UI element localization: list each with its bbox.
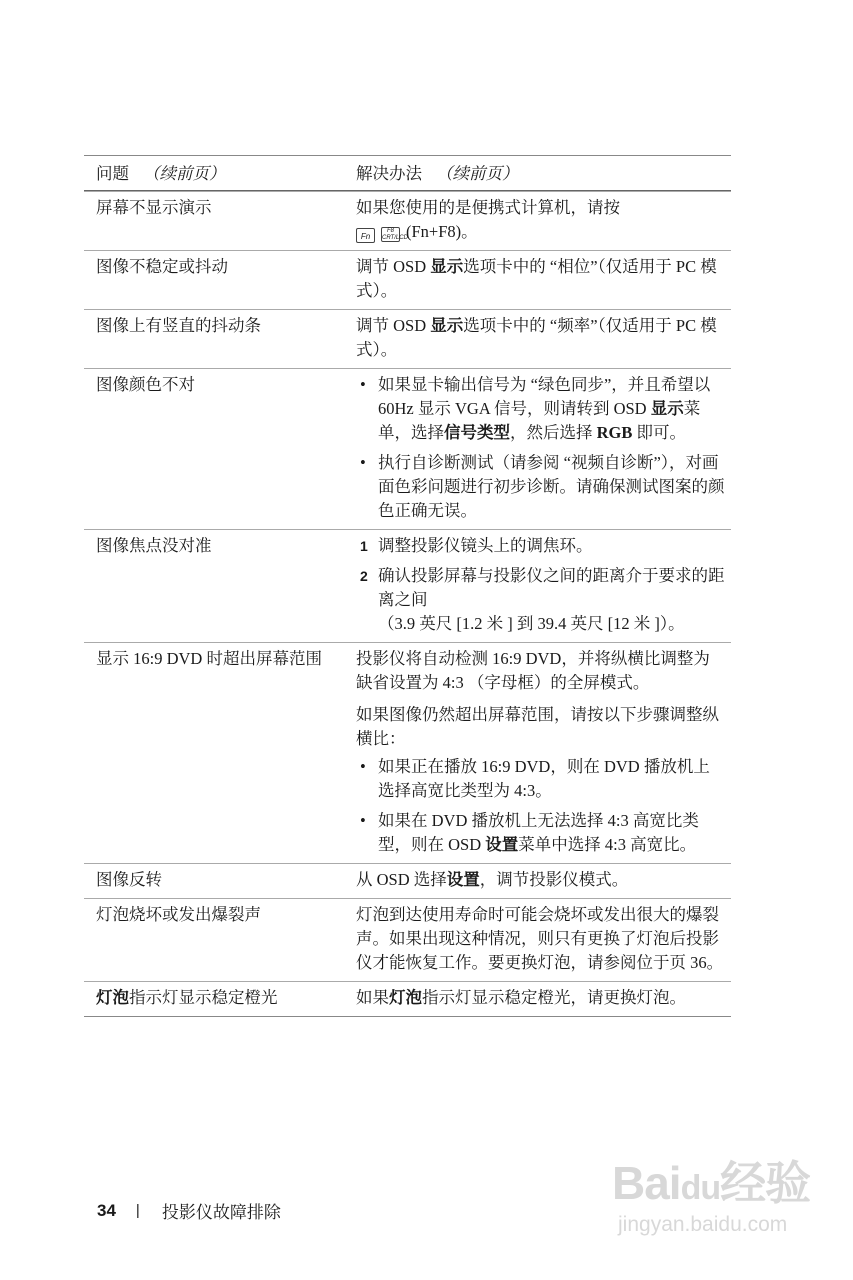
key-combo-text: (Fn+F8)。 <box>406 222 478 241</box>
list-item-text: ，然后选择 <box>510 423 597 442</box>
solution-text: 调节 OSD <box>356 257 431 276</box>
troubleshooting-table <box>84 155 731 1017</box>
numbered-list <box>356 534 725 636</box>
baidu-watermark <box>612 1158 832 1258</box>
solution-text: 选项卡中的 “相位”（仅适用于 PC 模式）。 <box>356 257 717 300</box>
solution-text: 选项卡中的 “频率”（仅适用于 PC 模式）。 <box>356 316 717 359</box>
solution-bold: 显示 <box>430 316 464 335</box>
watermark-url: jingyan.baidu.com <box>618 1213 788 1236</box>
list-item-text: 调整投影仪镜头上的调焦环。 <box>378 536 593 555</box>
page-number: 34 <box>97 1200 116 1220</box>
list-item-text: 即可。 <box>632 423 687 442</box>
table-row <box>84 981 731 1016</box>
bullet-list <box>356 755 725 857</box>
solution-cell <box>342 192 731 250</box>
paw-icon: du <box>680 1169 721 1207</box>
table-row <box>84 250 731 309</box>
table-row <box>84 529 731 642</box>
list-item <box>356 564 725 636</box>
step-number: 1 <box>360 538 368 554</box>
header-question <box>84 156 342 190</box>
problem-cell: 图像反转 <box>96 870 162 889</box>
problem-cell: 图像上有竖直的抖动条 <box>96 316 261 335</box>
header-question-cont: （续前页） <box>143 164 226 183</box>
table-row <box>84 863 731 898</box>
list-item-text: 确认投影屏幕与投影仪之间的距离介于要求的距离之间 <box>378 566 725 609</box>
problem-bold: 灯泡 <box>96 988 129 1007</box>
solution-bold: 设置 <box>446 870 480 889</box>
solution-text: ，调节投影仪模式。 <box>479 870 629 889</box>
footer-separator: | <box>135 1202 140 1219</box>
table-header-row <box>84 156 731 191</box>
solution-cell <box>342 643 731 863</box>
solution-cell <box>342 310 731 368</box>
solution-text: 从 OSD 选择 <box>356 870 447 889</box>
solution-paragraph: 投影仪将自动检测 16:9 DVD，并将纵横比调整为缺省设置为 4:3 （字母框）的全屏模式。 <box>356 649 710 692</box>
list-item-bold: 信号类型 <box>444 423 510 442</box>
table-row <box>84 642 731 863</box>
header-question-label: 问题 <box>96 164 129 183</box>
key-combo <box>356 220 725 244</box>
list-item: • 如果正在播放 16:9 DVD，则在 DVD 播放机上选择高宽比类型为 4:3。 <box>356 755 725 803</box>
bullet-list <box>356 373 725 523</box>
solution-bold: 灯泡 <box>389 988 422 1007</box>
list-item <box>356 373 725 445</box>
solution-text: 指示灯显示稳定橙光，请更换灯泡。 <box>422 988 686 1007</box>
solution-bold: 显示 <box>430 257 464 276</box>
list-item-bold: 显示 <box>650 399 684 418</box>
solution-cell <box>342 251 731 309</box>
step-number: 2 <box>360 568 368 584</box>
section-title: 投影仪故障排除 <box>161 1203 281 1222</box>
problem-text: 指示灯显示稳定橙光 <box>129 988 278 1007</box>
problem-cell: 图像颜色不对 <box>96 375 195 394</box>
header-solution-label: 解决办法 <box>356 164 422 183</box>
problem-cell: 灯泡烧坏或发出爆裂声 <box>96 905 261 924</box>
watermark-logo-text: Bai <box>612 1157 681 1209</box>
table-row <box>84 309 731 368</box>
fn-key-icon: Fn <box>356 228 375 243</box>
header-solution-cont: （续前页） <box>436 164 519 183</box>
problem-cell: 图像焦点没对准 <box>96 536 212 555</box>
distance-range: （3.9 英尺 [1.2 米 ] 到 39.4 英尺 [12 米 ]）。 <box>378 614 685 633</box>
list-item <box>356 534 725 558</box>
solution-cell <box>342 982 731 1016</box>
list-item <box>356 809 725 857</box>
solution-cell: 灯泡到达使用寿命时可能会烧坏或发出很大的爆裂声。如果出现这种情况，则只有更换了灯泡后投影仪才能恢复工作。要更换灯泡，请参阅位于页 36。 <box>356 905 724 972</box>
solution-text: 如果 <box>356 988 389 1007</box>
list-item-text: 菜单中选择 4:3 高宽比。 <box>518 835 697 854</box>
table-row <box>84 191 731 250</box>
page-footer <box>97 1198 281 1223</box>
list-item-text: 菜单，选择 <box>378 399 701 442</box>
list-item-bold: 设置 <box>485 835 519 854</box>
watermark-logo-cn: 经验 <box>720 1157 811 1209</box>
list-item: • 执行自诊断测试（请参阅 “视频自诊断”），对画面色彩问题进行初步诊断。请确保测试图案的颜色正确无误。 <box>356 451 725 523</box>
f8-key-icon <box>381 227 408 242</box>
problem-cell <box>84 982 342 1016</box>
header-solution <box>342 156 731 190</box>
problem-cell: 显示 16:9 DVD 时超出屏幕范围 <box>96 649 322 668</box>
solution-paragraph: 如果图像仍然超出屏幕范围，请按以下步骤调整纵横比： <box>356 705 719 748</box>
watermark-logo <box>612 1158 832 1213</box>
solution-cell <box>342 530 731 642</box>
table-row <box>84 368 731 529</box>
solution-cell <box>342 369 731 529</box>
table-row <box>84 898 731 981</box>
problem-cell: 图像不稳定或抖动 <box>96 257 228 276</box>
list-item-text: 如果显卡输出信号为 “绿色同步”，并且希望以 60Hz 显示 VGA 信号，则请转到 OSD <box>378 375 711 418</box>
solution-text: 调节 OSD <box>356 316 431 335</box>
list-item-bold: RGB <box>596 423 633 442</box>
solution-cell <box>342 864 731 898</box>
f8-key-label: F8 <box>386 228 394 234</box>
f8-key-sublabel: CRT/LCD <box>382 235 408 241</box>
problem-cell: 屏幕不显示演示 <box>96 198 212 217</box>
solution-text: 如果您使用的是便携式计算机，请按 <box>356 198 620 217</box>
list-item-text: 如果在 DVD 播放机上无法选择 4:3 高宽比类型，则在 OSD <box>378 811 699 854</box>
